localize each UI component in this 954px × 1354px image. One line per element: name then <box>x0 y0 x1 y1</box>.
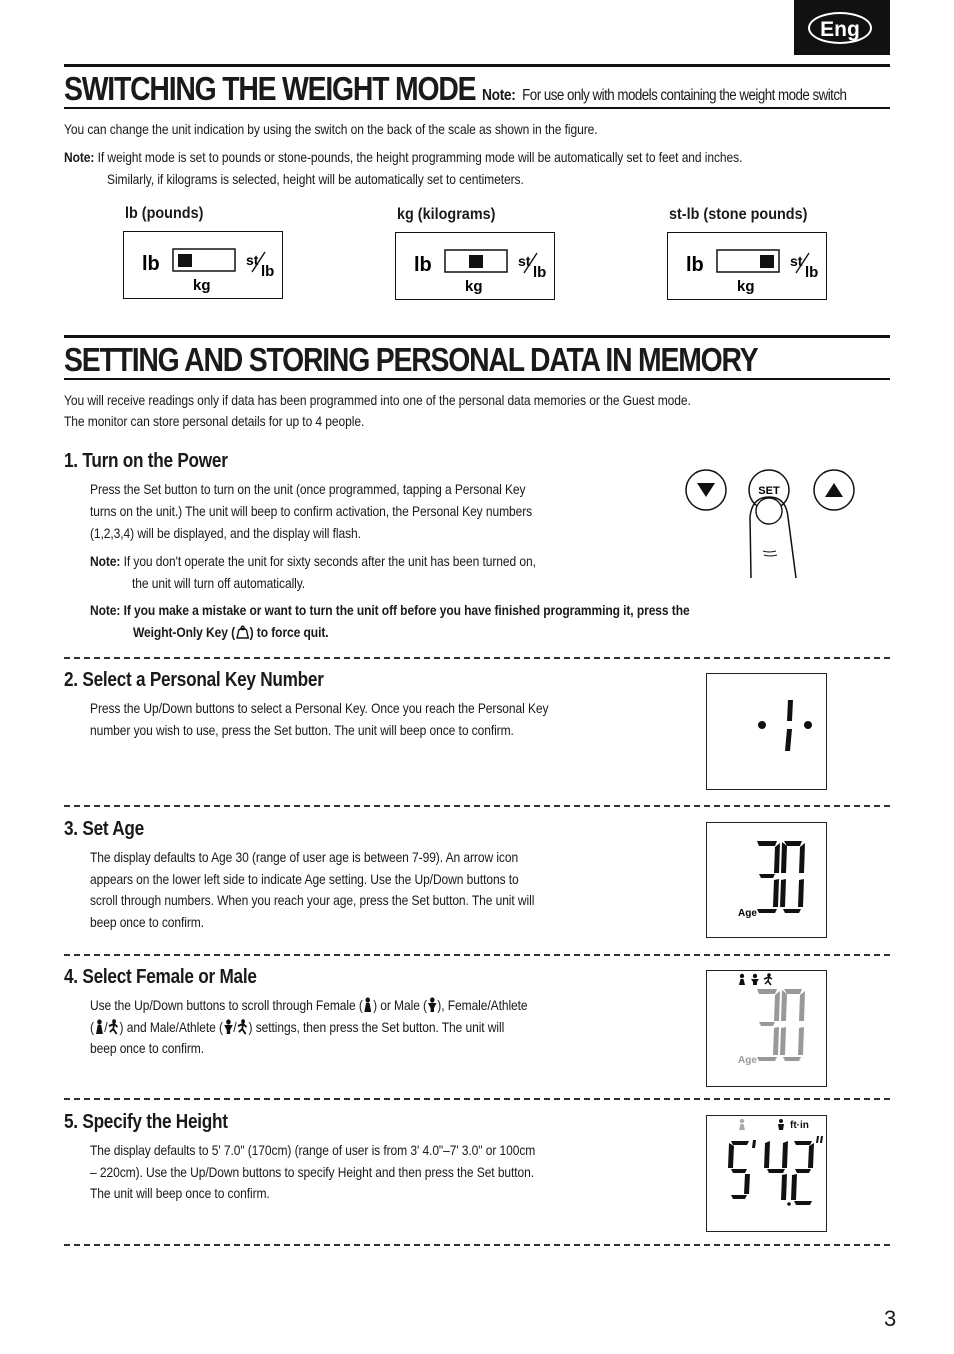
step2-heading: 2. Select a Personal Key Number <box>64 669 324 691</box>
step5-heading: 5. Specify the Height <box>64 1111 228 1133</box>
male-icon <box>427 997 437 1013</box>
switch-knob <box>760 255 774 268</box>
fingernail-icon <box>756 498 782 524</box>
lcd-age <box>706 822 827 938</box>
divider <box>64 1098 890 1100</box>
female-icon <box>94 1019 104 1035</box>
switch-st-label: st <box>518 253 531 269</box>
female-icon <box>363 997 373 1013</box>
switch-lb-label: lb <box>414 254 432 276</box>
step4-line2: ( / ) and Male/Athlete ( / ) settings, then press the Set button. The unit will <box>90 1019 505 1035</box>
step2-line: Press the Up/Down buttons to select a Personal Key. Once you reach the Personal Key <box>90 700 549 716</box>
step3-line: scroll through numbers. When you reach your age, press the Set button. The unit will <box>90 892 535 908</box>
section1-title: SWITCHING THE WEIGHT MODE Note: For use only with models containing the weight mode switch <box>64 70 847 107</box>
step3-line: beep once to confirm. <box>90 914 204 930</box>
section-bottom-rule <box>64 107 890 109</box>
step5-line: – 220cm). Use the Up/Down buttons to specify Height and then press the Set button. <box>90 1164 535 1180</box>
lcd-age-label-dim: Age <box>738 1055 757 1066</box>
section1-note-text: For use only with models containing the weight mode switch <box>522 87 847 104</box>
divider <box>64 657 890 659</box>
lcd-age-display <box>707 823 826 937</box>
section2-title: SETTING AND STORING PERSONAL DATA IN MEMORY <box>64 341 758 378</box>
switch-lb-small-label: lb <box>805 264 819 281</box>
switch-caption: st-lb (stone pounds) <box>669 206 808 223</box>
switch-knob <box>469 255 483 268</box>
switch-caption: kg (kilograms) <box>397 206 496 223</box>
weight-mode-switch <box>123 231 283 299</box>
lcd-gender-icons <box>739 973 772 985</box>
section2-top-rule <box>64 335 890 338</box>
lcd-gender-display <box>707 971 826 1086</box>
divider <box>64 805 890 807</box>
step3-line: appears on the lower left side to indicate Age setting. Use the Up/Down buttons to <box>90 871 519 887</box>
switch-lb-label: lb <box>686 254 704 276</box>
weight-mode-switch <box>395 232 555 300</box>
step4-heading: 4. Select Female or Male <box>64 966 257 988</box>
section2-intro2: The monitor can store personal details for up to 4 people. <box>64 413 365 429</box>
language-label: Eng <box>808 12 872 44</box>
step1-line: (1,2,3,4) will be displayed, and the display will flash. <box>90 525 361 541</box>
switch-lb-label: lb <box>142 253 160 275</box>
step1-line: turns on the unit.) The unit will beep to confirm activation, the Personal Key numbers <box>90 503 533 519</box>
weight-only-key-icon <box>235 625 250 639</box>
switch-st-label: st <box>246 252 259 268</box>
switch-kg-label: kg <box>465 278 483 295</box>
section-top-rule <box>64 64 890 67</box>
step3-heading: 3. Set Age <box>64 818 144 840</box>
lcd-height <box>706 1115 827 1232</box>
step5-line: The display defaults to 5' 7.0" (170cm) (range of user is from 3' 4.0"–7' 3.0" or 100cm <box>90 1142 536 1158</box>
switch-lb-small-label: lb <box>533 264 547 281</box>
step3-line: The display defaults to Age 30 (range of user age is between 7-99). An arrow icon <box>90 849 519 865</box>
athlete-icon <box>108 1019 120 1035</box>
male-icon <box>223 1019 233 1035</box>
step1-line: Press the Set button to turn on the unit (once programmed, tapping a Personal Key <box>90 481 526 497</box>
step5-line: The unit will beep once to confirm. <box>90 1185 270 1201</box>
section1-note2: Note: If weight mode is set to pounds or stone-pounds, the height programming mode will be automatically set to feet and inches. <box>64 149 743 165</box>
set-button-label: SET <box>758 485 780 497</box>
page-number: 3 <box>884 1306 897 1331</box>
switch-st-label: st <box>790 253 803 269</box>
divider <box>64 1244 890 1246</box>
divider <box>64 954 890 956</box>
lcd-height-display <box>707 1116 826 1231</box>
buttons-illustration <box>680 465 860 583</box>
section1-note-label: Note: <box>482 87 516 104</box>
lcd-height-unit: ft·in <box>790 1120 809 1131</box>
athlete-icon <box>236 1019 248 1035</box>
lcd-gender <box>706 970 827 1087</box>
lcd-key-one-display <box>707 674 826 789</box>
weight-mode-switch <box>667 232 827 300</box>
step1-note-line2: the unit will turn off automatically. <box>132 575 306 591</box>
switch-caption: lb (pounds) <box>125 205 204 222</box>
section2-intro1: You will receive readings only if data has been programmed into one of the personal data memories or the Guest mode. <box>64 392 691 408</box>
step1-note: Note: If you don't operate the unit for sixty seconds after the unit has been turned on, <box>90 553 536 569</box>
switch-kg-label: kg <box>737 278 755 295</box>
language-tab <box>794 0 890 55</box>
step1-heading: 1. Turn on the Power <box>64 450 228 472</box>
step1-bold-note: Note: If you make a mistake or want to turn the unit off before you have finished programming it, press the <box>90 602 690 618</box>
step2-line: number you wish to use, press the Set button. The unit will beep once to confirm. <box>90 722 514 738</box>
step4-line3: beep once to confirm. <box>90 1040 204 1056</box>
switch-lb-small-label: lb <box>261 263 275 280</box>
switch-knob <box>178 254 192 267</box>
section2-bottom-rule <box>64 378 890 380</box>
step1-bold-note-line2: Weight-Only Key ( ) to force quit. <box>133 624 329 640</box>
switch-kg-label: kg <box>193 277 211 294</box>
section1-note2-line2: Similarly, if kilograms is selected, height will be automatically set to centimeters. <box>107 171 524 187</box>
lcd-age-label: Age <box>738 908 757 919</box>
step4-line1: Use the Up/Down buttons to scroll through Female ( ) or Male ( ), Female/Athlete <box>90 997 528 1013</box>
section1-intro: You can change the unit indication by using the switch on the back of the scale as shown in the figure. <box>64 121 598 137</box>
lcd-personal-key <box>706 673 827 790</box>
